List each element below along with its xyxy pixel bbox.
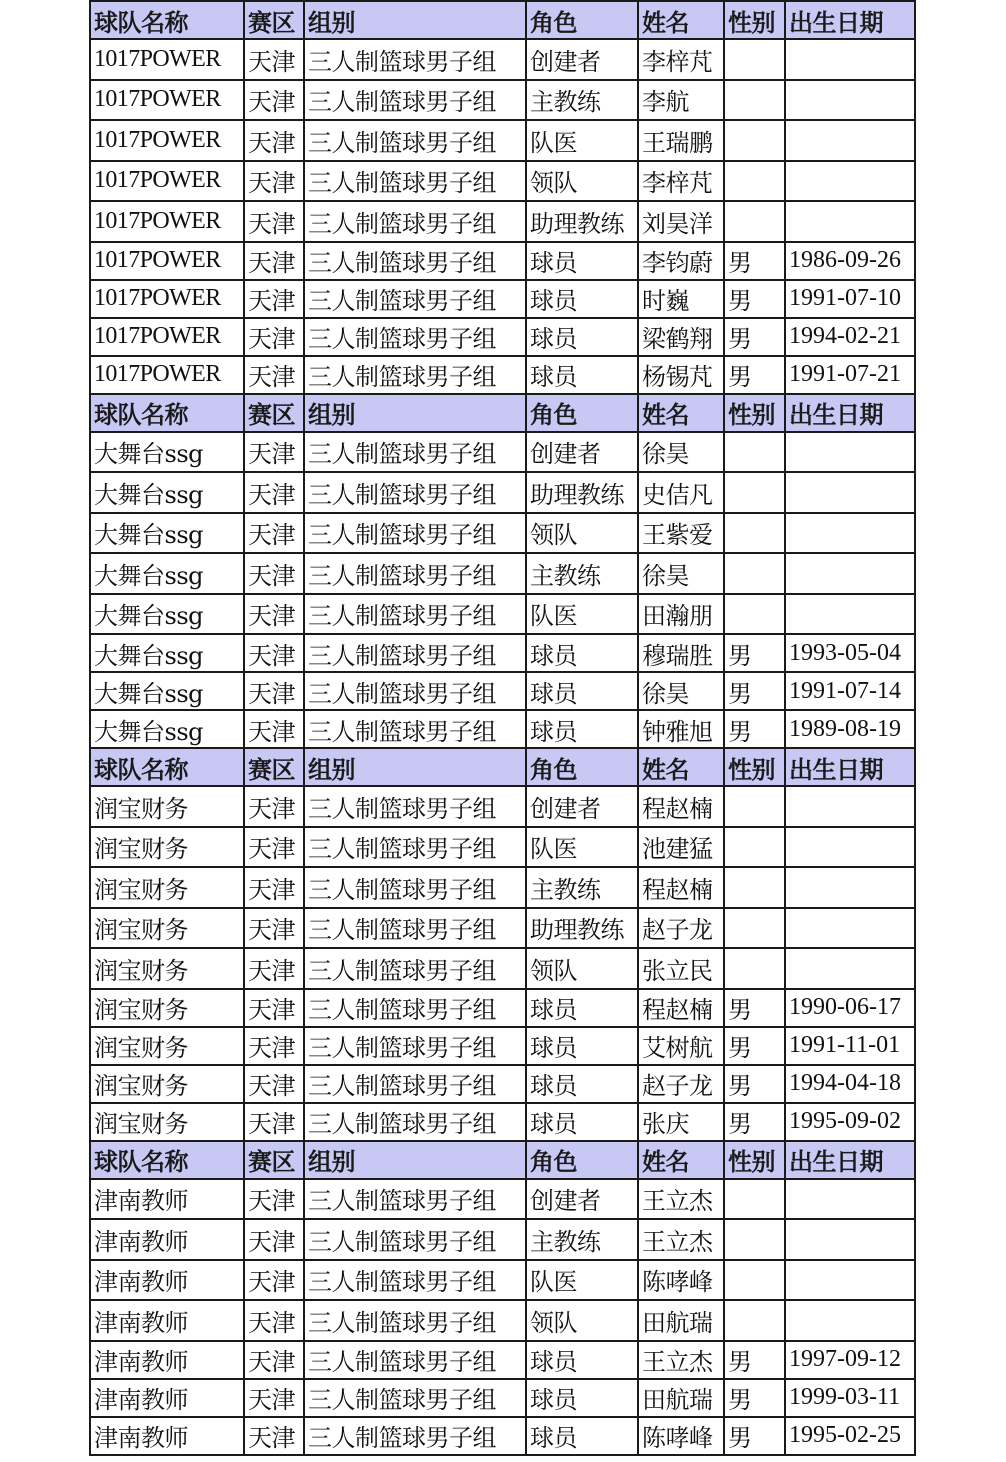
birthdate-cell [785,161,915,202]
group-cell: 三人制篮球男子组 [304,634,526,672]
person-name-cell: 李梓芃 [638,39,724,80]
role-cell: 球员 [526,242,638,280]
gender-cell [724,80,785,121]
role-cell: 领队 [526,513,638,554]
gender-cell: 男 [724,1103,785,1141]
person-name-cell: 徐昊 [638,553,724,594]
gender-cell: 男 [724,318,785,356]
team-name-cell: 大舞台ssg [90,553,244,594]
region-cell: 天津 [244,989,304,1027]
birthdate-cell [785,594,915,635]
role-cell: 球员 [526,672,638,710]
table-row [90,634,915,672]
header-role: 角色 [526,394,638,432]
birthdate-cell [785,1300,915,1341]
person-name-cell: 李钧蔚 [638,242,724,280]
team-name-cell: 津南教师 [90,1379,244,1417]
region-cell: 天津 [244,1219,304,1260]
gender-cell [724,553,785,594]
role-cell: 主教练 [526,80,638,121]
birthdate-cell: 1995-02-25 [785,1417,915,1455]
team-name-cell: 津南教师 [90,1341,244,1379]
table-row [90,318,915,356]
region-cell: 天津 [244,472,304,513]
birthdate-cell [785,827,915,868]
person-name-cell: 陈哮峰 [638,1417,724,1455]
region-cell: 天津 [244,1417,304,1455]
header-gender: 性别 [724,748,785,786]
gender-cell: 男 [724,1417,785,1455]
birthdate-cell [785,472,915,513]
header-row [90,1141,915,1179]
person-name-cell: 池建猛 [638,827,724,868]
role-cell: 队医 [526,594,638,635]
group-cell: 三人制篮球男子组 [304,1027,526,1065]
role-cell: 球员 [526,1379,638,1417]
team-name-cell: 大舞台ssg [90,513,244,554]
group-cell: 三人制篮球男子组 [304,201,526,242]
team-name-cell: 1017POWER [90,161,244,202]
person-name-cell: 李梓芃 [638,161,724,202]
group-cell: 三人制篮球男子组 [304,1219,526,1260]
group-cell: 三人制篮球男子组 [304,280,526,318]
table-row [90,472,915,513]
birthdate-cell: 1994-02-21 [785,318,915,356]
person-name-cell: 田航瑞 [638,1300,724,1341]
gender-cell [724,513,785,554]
region-cell: 天津 [244,280,304,318]
person-name-cell: 程赵楠 [638,867,724,908]
group-cell: 三人制篮球男子组 [304,1379,526,1417]
region-cell: 天津 [244,594,304,635]
header-birthdate: 出生日期 [785,1141,915,1179]
person-name-cell: 王立杰 [638,1341,724,1379]
person-name-cell: 张庆 [638,1103,724,1141]
table-row [90,948,915,989]
birthdate-cell: 1995-09-02 [785,1103,915,1141]
role-cell: 领队 [526,948,638,989]
region-cell: 天津 [244,161,304,202]
header-region: 赛区 [244,1,304,39]
gender-cell: 男 [724,1027,785,1065]
group-cell: 三人制篮球男子组 [304,120,526,161]
birthdate-cell [785,786,915,827]
birthdate-cell [785,553,915,594]
table-row [90,1417,915,1455]
birthdate-cell: 1997-09-12 [785,1341,915,1379]
gender-cell [724,1219,785,1260]
group-cell: 三人制篮球男子组 [304,553,526,594]
header-gender: 性别 [724,1141,785,1179]
gender-cell: 男 [724,242,785,280]
roster-table [89,0,916,1456]
table-row [90,1027,915,1065]
team-name-cell: 津南教师 [90,1300,244,1341]
region-cell: 天津 [244,356,304,394]
team-name-cell: 润宝财务 [90,1065,244,1103]
group-cell: 三人制篮球男子组 [304,161,526,202]
group-cell: 三人制篮球男子组 [304,594,526,635]
team-name-cell: 润宝财务 [90,989,244,1027]
role-cell: 球员 [526,989,638,1027]
birthdate-cell: 1991-07-14 [785,672,915,710]
region-cell: 天津 [244,242,304,280]
role-cell: 领队 [526,161,638,202]
gender-cell: 男 [724,634,785,672]
role-cell: 队医 [526,827,638,868]
role-cell: 球员 [526,1103,638,1141]
group-cell: 三人制篮球男子组 [304,242,526,280]
region-cell: 天津 [244,1260,304,1301]
person-name-cell: 王瑞鹏 [638,120,724,161]
region-cell: 天津 [244,786,304,827]
group-cell: 三人制篮球男子组 [304,39,526,80]
table-row [90,432,915,473]
person-name-cell: 王立杰 [638,1179,724,1220]
region-cell: 天津 [244,553,304,594]
table-row [90,989,915,1027]
header-team-name: 球队名称 [90,1,244,39]
table-row [90,867,915,908]
group-cell: 三人制篮球男子组 [304,827,526,868]
group-cell: 三人制篮球男子组 [304,989,526,1027]
birthdate-cell [785,80,915,121]
region-cell: 天津 [244,710,304,748]
team-name-cell: 1017POWER [90,242,244,280]
region-cell: 天津 [244,80,304,121]
region-cell: 天津 [244,948,304,989]
birthdate-cell [785,201,915,242]
gender-cell [724,827,785,868]
table-row [90,39,915,80]
header-gender: 性别 [724,1,785,39]
gender-cell [724,1260,785,1301]
person-name-cell: 王紫爱 [638,513,724,554]
table-row [90,594,915,635]
header-gender: 性别 [724,394,785,432]
table-row [90,786,915,827]
birthdate-cell: 1991-11-01 [785,1027,915,1065]
group-cell: 三人制篮球男子组 [304,672,526,710]
person-name-cell: 梁鹤翔 [638,318,724,356]
region-cell: 天津 [244,1027,304,1065]
table-row [90,1103,915,1141]
birthdate-cell [785,432,915,473]
group-cell: 三人制篮球男子组 [304,1417,526,1455]
role-cell: 球员 [526,1027,638,1065]
header-region: 赛区 [244,394,304,432]
role-cell: 球员 [526,1417,638,1455]
group-cell: 三人制篮球男子组 [304,1300,526,1341]
roster-table-body [90,1,915,1455]
region-cell: 天津 [244,1103,304,1141]
header-team-name: 球队名称 [90,394,244,432]
header-role: 角色 [526,748,638,786]
role-cell: 球员 [526,1341,638,1379]
header-birthdate: 出生日期 [785,748,915,786]
gender-cell [724,1179,785,1220]
header-region: 赛区 [244,1141,304,1179]
team-name-cell: 1017POWER [90,120,244,161]
role-cell: 创建者 [526,39,638,80]
region-cell: 天津 [244,120,304,161]
gender-cell: 男 [724,1065,785,1103]
role-cell: 队医 [526,120,638,161]
birthdate-cell: 1991-07-10 [785,280,915,318]
table-row [90,1300,915,1341]
table-row [90,280,915,318]
region-cell: 天津 [244,1341,304,1379]
region-cell: 天津 [244,1065,304,1103]
region-cell: 天津 [244,634,304,672]
person-name-cell: 赵子龙 [638,908,724,949]
header-birthdate: 出生日期 [785,1,915,39]
birthdate-cell [785,120,915,161]
table-row [90,1341,915,1379]
birthdate-cell [785,1260,915,1301]
gender-cell [724,39,785,80]
gender-cell: 男 [724,1379,785,1417]
region-cell: 天津 [244,867,304,908]
group-cell: 三人制篮球男子组 [304,1260,526,1301]
gender-cell [724,948,785,989]
team-name-cell: 大舞台ssg [90,672,244,710]
birthdate-cell: 1993-05-04 [785,634,915,672]
table-row [90,672,915,710]
birthdate-cell: 1994-04-18 [785,1065,915,1103]
role-cell: 球员 [526,318,638,356]
team-name-cell: 津南教师 [90,1417,244,1455]
role-cell: 创建者 [526,786,638,827]
team-name-cell: 大舞台ssg [90,710,244,748]
header-team-name: 球队名称 [90,748,244,786]
person-name-cell: 徐昊 [638,432,724,473]
region-cell: 天津 [244,1179,304,1220]
birthdate-cell: 1990-06-17 [785,989,915,1027]
role-cell: 球员 [526,710,638,748]
table-row [90,710,915,748]
person-name-cell: 田瀚朋 [638,594,724,635]
group-cell: 三人制篮球男子组 [304,710,526,748]
person-name-cell: 程赵楠 [638,989,724,1027]
role-cell: 助理教练 [526,472,638,513]
group-cell: 三人制篮球男子组 [304,867,526,908]
region-cell: 天津 [244,513,304,554]
person-name-cell: 程赵楠 [638,786,724,827]
group-cell: 三人制篮球男子组 [304,1103,526,1141]
team-name-cell: 润宝财务 [90,786,244,827]
header-name: 姓名 [638,394,724,432]
person-name-cell: 钟雅旭 [638,710,724,748]
table-row [90,513,915,554]
birthdate-cell [785,908,915,949]
role-cell: 球员 [526,634,638,672]
group-cell: 三人制篮球男子组 [304,432,526,473]
birthdate-cell [785,1179,915,1220]
header-region: 赛区 [244,748,304,786]
person-name-cell: 王立杰 [638,1219,724,1260]
team-name-cell: 润宝财务 [90,1027,244,1065]
team-name-cell: 津南教师 [90,1179,244,1220]
birthdate-cell [785,513,915,554]
role-cell: 主教练 [526,1219,638,1260]
group-cell: 三人制篮球男子组 [304,318,526,356]
header-row [90,748,915,786]
person-name-cell: 李航 [638,80,724,121]
header-group: 组别 [304,394,526,432]
table-row [90,161,915,202]
group-cell: 三人制篮球男子组 [304,786,526,827]
team-name-cell: 大舞台ssg [90,432,244,473]
team-name-cell: 1017POWER [90,80,244,121]
header-role: 角色 [526,1,638,39]
team-name-cell: 大舞台ssg [90,634,244,672]
table-row [90,1379,915,1417]
header-team-name: 球队名称 [90,1141,244,1179]
gender-cell: 男 [724,356,785,394]
region-cell: 天津 [244,1379,304,1417]
person-name-cell: 陈哮峰 [638,1260,724,1301]
team-name-cell: 大舞台ssg [90,594,244,635]
table-row [90,80,915,121]
birthdate-cell: 1986-09-26 [785,242,915,280]
role-cell: 助理教练 [526,908,638,949]
birthdate-cell [785,1219,915,1260]
table-row [90,553,915,594]
table-row [90,1260,915,1301]
table-row [90,827,915,868]
table-row [90,908,915,949]
birthdate-cell: 1989-08-19 [785,710,915,748]
group-cell: 三人制篮球男子组 [304,1065,526,1103]
gender-cell [724,120,785,161]
team-name-cell: 1017POWER [90,318,244,356]
person-name-cell: 穆瑞胜 [638,634,724,672]
table-row [90,1179,915,1220]
table-row [90,1065,915,1103]
group-cell: 三人制篮球男子组 [304,948,526,989]
group-cell: 三人制篮球男子组 [304,356,526,394]
header-row [90,394,915,432]
table-row [90,242,915,280]
header-group: 组别 [304,748,526,786]
team-name-cell: 润宝财务 [90,948,244,989]
team-name-cell: 润宝财务 [90,827,244,868]
group-cell: 三人制篮球男子组 [304,513,526,554]
person-name-cell: 徐昊 [638,672,724,710]
gender-cell [724,1300,785,1341]
team-name-cell: 润宝财务 [90,867,244,908]
gender-cell [724,432,785,473]
header-birthdate: 出生日期 [785,394,915,432]
team-name-cell: 1017POWER [90,356,244,394]
gender-cell: 男 [724,989,785,1027]
header-role: 角色 [526,1141,638,1179]
role-cell: 创建者 [526,1179,638,1220]
person-name-cell: 艾树航 [638,1027,724,1065]
header-group: 组别 [304,1,526,39]
gender-cell [724,161,785,202]
group-cell: 三人制篮球男子组 [304,1341,526,1379]
gender-cell: 男 [724,1341,785,1379]
gender-cell [724,867,785,908]
gender-cell [724,908,785,949]
header-name: 姓名 [638,1,724,39]
person-name-cell: 史佶凡 [638,472,724,513]
team-name-cell: 润宝财务 [90,1103,244,1141]
person-name-cell: 张立民 [638,948,724,989]
team-name-cell: 1017POWER [90,39,244,80]
region-cell: 天津 [244,201,304,242]
role-cell: 队医 [526,1260,638,1301]
person-name-cell: 赵子龙 [638,1065,724,1103]
role-cell: 球员 [526,1065,638,1103]
person-name-cell: 刘昊洋 [638,201,724,242]
role-cell: 球员 [526,280,638,318]
region-cell: 天津 [244,1300,304,1341]
role-cell: 助理教练 [526,201,638,242]
gender-cell: 男 [724,672,785,710]
birthdate-cell [785,867,915,908]
birthdate-cell [785,39,915,80]
table-row [90,120,915,161]
team-name-cell: 津南教师 [90,1219,244,1260]
gender-cell [724,594,785,635]
gender-cell: 男 [724,710,785,748]
gender-cell: 男 [724,280,785,318]
team-name-cell: 大舞台ssg [90,472,244,513]
table-row [90,1219,915,1260]
table-row [90,356,915,394]
group-cell: 三人制篮球男子组 [304,1179,526,1220]
region-cell: 天津 [244,318,304,356]
region-cell: 天津 [244,672,304,710]
team-name-cell: 润宝财务 [90,908,244,949]
person-name-cell: 时巍 [638,280,724,318]
team-name-cell: 1017POWER [90,201,244,242]
birthdate-cell: 1991-07-21 [785,356,915,394]
role-cell: 领队 [526,1300,638,1341]
group-cell: 三人制篮球男子组 [304,80,526,121]
team-name-cell: 1017POWER [90,280,244,318]
region-cell: 天津 [244,432,304,473]
gender-cell [724,472,785,513]
birthdate-cell: 1999-03-11 [785,1379,915,1417]
gender-cell [724,786,785,827]
person-name-cell: 杨锡芃 [638,356,724,394]
region-cell: 天津 [244,39,304,80]
person-name-cell: 田航瑞 [638,1379,724,1417]
role-cell: 球员 [526,356,638,394]
birthdate-cell [785,948,915,989]
role-cell: 创建者 [526,432,638,473]
header-name: 姓名 [638,1141,724,1179]
header-group: 组别 [304,1141,526,1179]
role-cell: 主教练 [526,867,638,908]
team-name-cell: 津南教师 [90,1260,244,1301]
header-row [90,1,915,39]
region-cell: 天津 [244,827,304,868]
region-cell: 天津 [244,908,304,949]
gender-cell [724,201,785,242]
role-cell: 主教练 [526,553,638,594]
group-cell: 三人制篮球男子组 [304,908,526,949]
table-row [90,201,915,242]
header-name: 姓名 [638,748,724,786]
group-cell: 三人制篮球男子组 [304,472,526,513]
